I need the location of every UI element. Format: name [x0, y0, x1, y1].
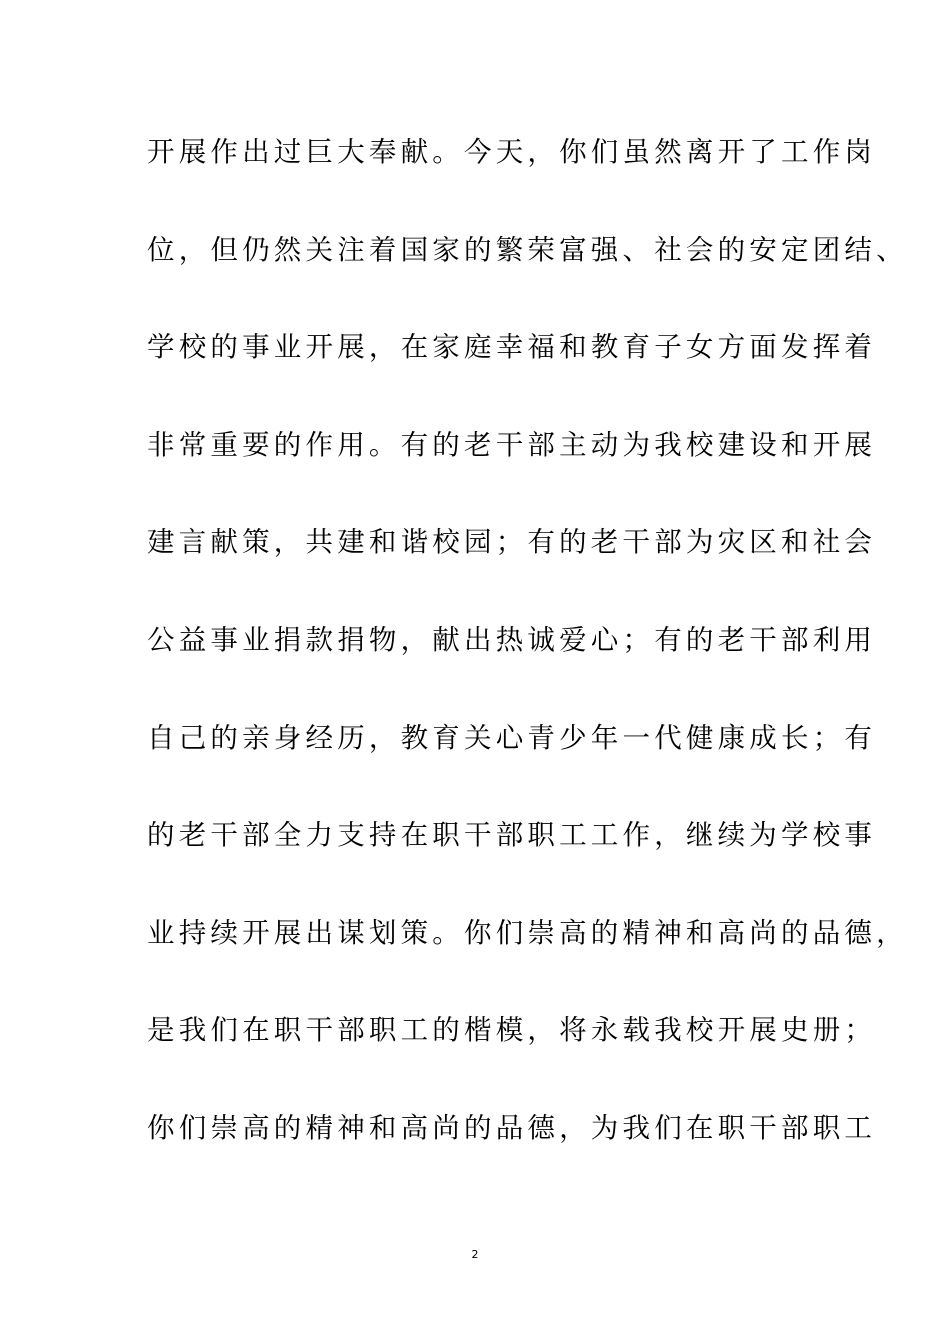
text-line-10: 是我们在职干部职工的楷模，将永载我校开展史册； [147, 1014, 877, 1047]
text-line-6: 公益事业捐款捐物，献出热诚爱心；有的老干部利用 [147, 623, 877, 656]
text-line-4: 非常重要的作用。有的老干部主动为我校建设和开展 [147, 428, 877, 461]
text-line-8: 的老干部全力支持在职干部职工工作，继续为学校事 [147, 819, 877, 852]
text-line-5: 建言献策，共建和谐校园；有的老干部为灾区和社会 [147, 526, 877, 559]
text-line-2: 位，但仍然关注着国家的繁荣富强、社会的安定团结、 [147, 233, 908, 266]
text-line-9: 业持续开展出谋划策。你们崇高的精神和高尚的品德， [147, 916, 908, 949]
body-text [147, 126, 908, 1200]
page-number: 2 [471, 1248, 479, 1261]
text-line-11: 你们崇高的精神和高尚的品德，为我们在职干部职工 [147, 1111, 877, 1144]
text-line-1: 开展作出过巨大奉献。今天，你们虽然离开了工作岗 [147, 136, 877, 168]
text-line-7: 自己的亲身经历，教育关心青少年一代健康成长；有 [147, 721, 877, 754]
text-line-3: 学校的事业开展，在家庭幸福和教育子女方面发挥着 [147, 331, 877, 364]
